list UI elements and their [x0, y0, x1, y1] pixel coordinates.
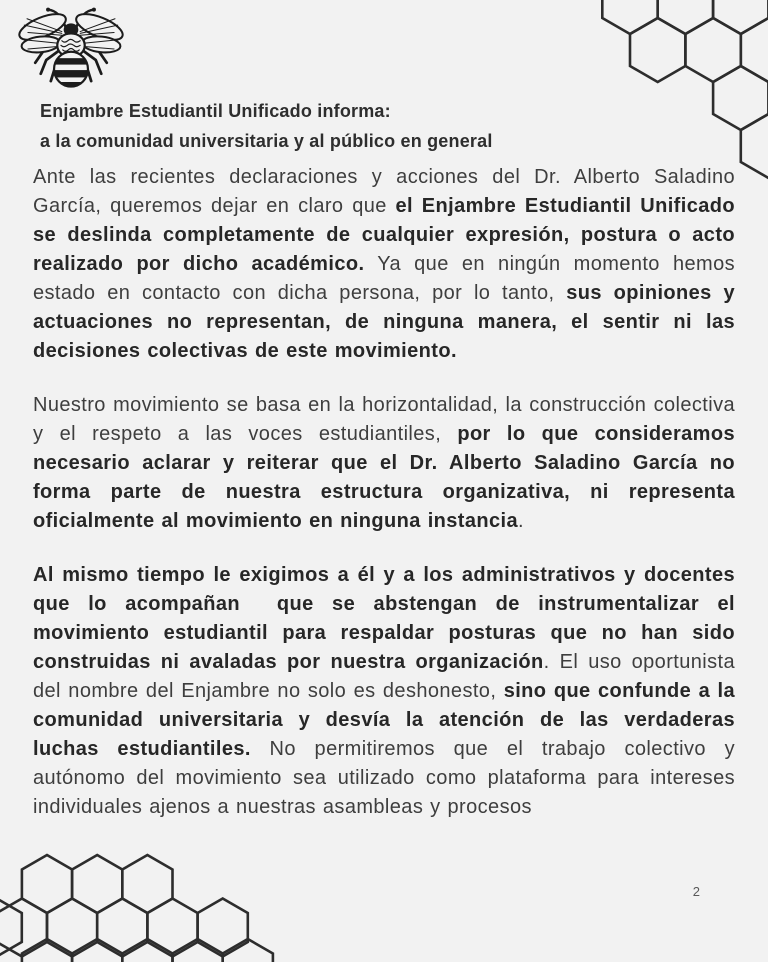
- text-segment: Ante las recientes declaraciones y acciones del Dr. Alberto Saladino García, queremos dejar en claro que: [33, 166, 735, 217]
- text-segment: sus opiniones y actuaciones no representan, de ninguna manera, el sentir ni las decisiones colectivas de este movimiento.: [33, 282, 735, 362]
- text-segment: .: [518, 510, 524, 532]
- text-segment: No permitiremos que el trabajo colectivo y autónomo del movimiento sea utilizado como plataforma para intereses individuales ajenos a nuestras asambleas y procesos: [33, 738, 735, 818]
- text-segment: sino que confunde a la comunidad universitaria y desvía la atención de las verdaderas luchas estudiantiles.: [33, 680, 735, 760]
- title-line-1: Enjambre Estudiantil Unificado informa:: [40, 101, 391, 121]
- bee-icon: [16, 2, 126, 96]
- title-line-2: a la comunidad universitaria y al público en general: [40, 131, 493, 151]
- paragraph: [33, 561, 735, 822]
- document-body: [33, 163, 735, 847]
- text-segment: Nuestro movimiento se basa en la horizontalidad, la construcción colectiva y el respeto a las voces estudiantiles,: [33, 394, 735, 445]
- text-segment: Al mismo tiempo le exigimos a él y a los administrativos y docentes que lo acompañan que se abstengan de instrumentalizar el movimiento estudiantil para respaldar posturas que no han sido construidas ni avaladas por nuestra organización: [33, 564, 735, 673]
- text-segment: Ya que en ningún momento hemos estado en contacto con dicha persona, por lo tanto,: [33, 253, 735, 304]
- text-segment: el Enjambre Estudiantil Unificado se deslinda completamente de cualquier expresión, postura o acto realizado por dicho académico.: [33, 195, 735, 275]
- document-title: [40, 96, 728, 156]
- text-segment: . El uso oportunista del nombre del Enjambre no solo es deshonesto,: [33, 651, 735, 702]
- paragraph: [33, 391, 735, 536]
- paragraph: [33, 163, 735, 366]
- text-segment: por lo que consideramos necesario aclarar y reiterar que el Dr. Alberto Saladino García no forma parte de nuestra estructura organizativa, ni representa oficialmente al movimiento en ninguna instancia: [33, 423, 735, 532]
- page-number: 2: [692, 884, 700, 899]
- honeycomb-icon: [0, 846, 292, 962]
